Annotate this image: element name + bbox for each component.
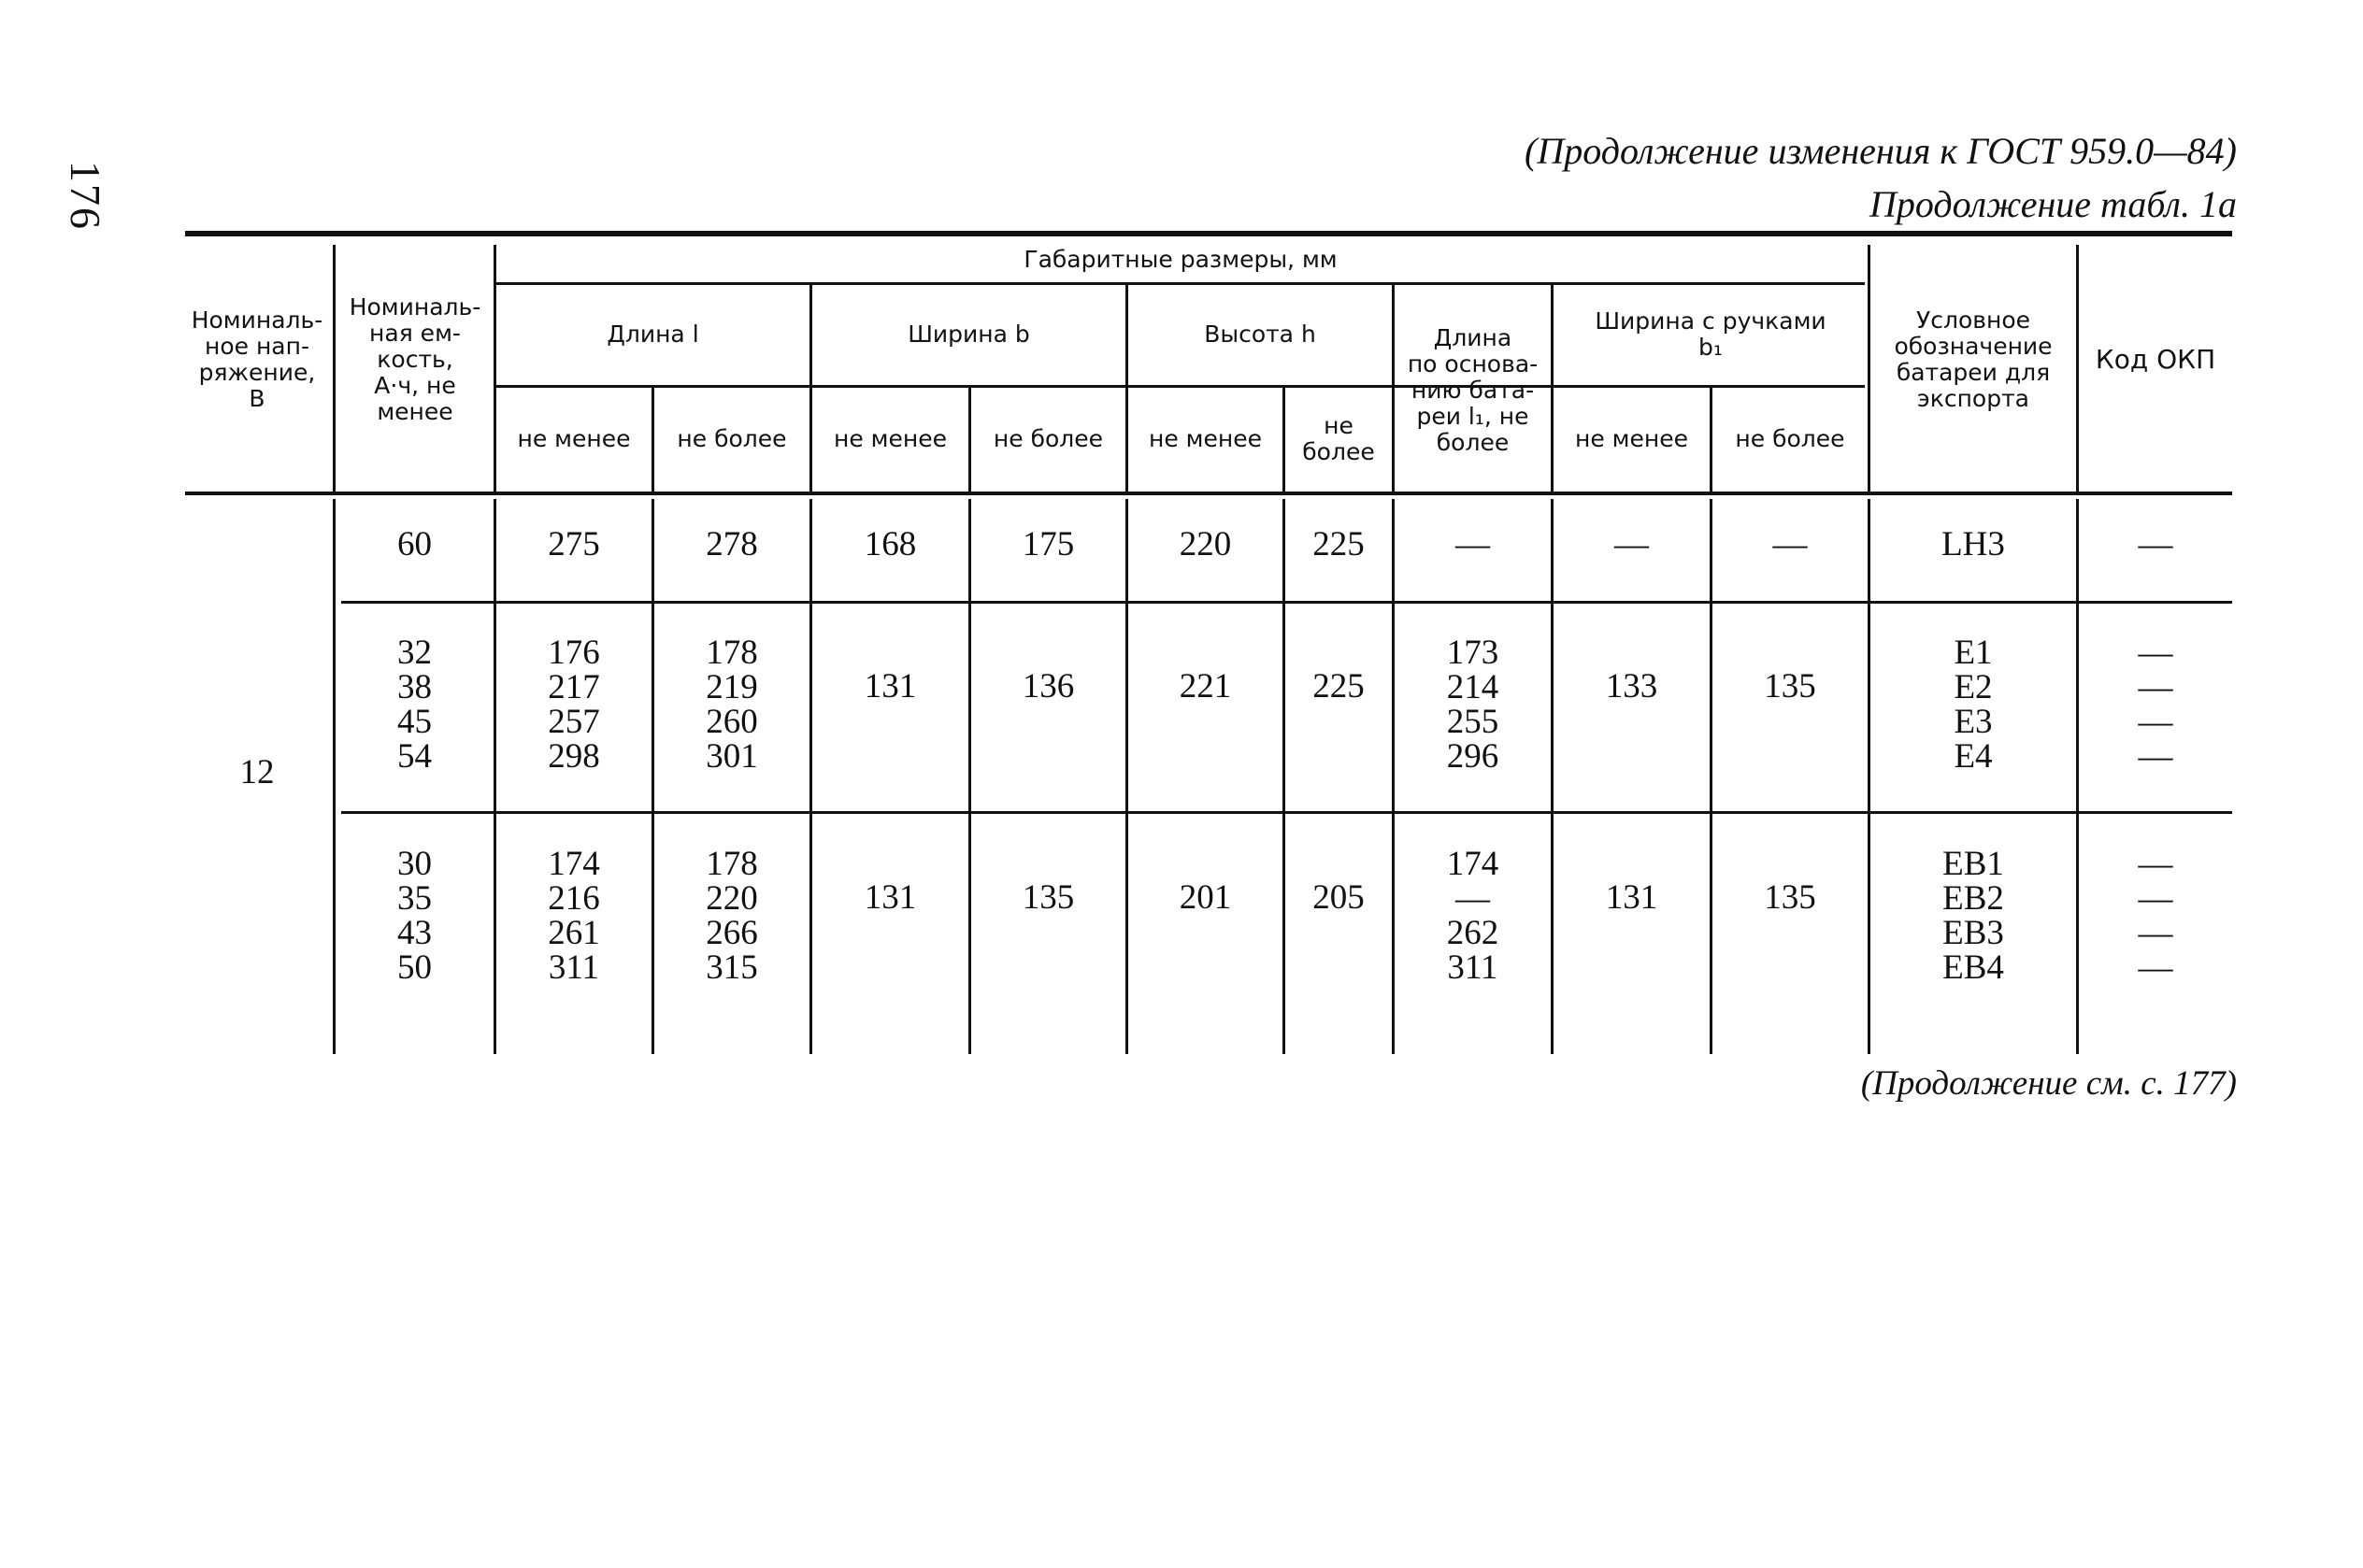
header-dimensions: Габаритные размеры, мм [1024, 245, 1338, 273]
cell-okp: — — — — [2138, 634, 2173, 776]
cell-voltage: 12 [239, 753, 275, 791]
dimensions-group-rule [495, 282, 1865, 285]
header-width-handles: Ширина с ручками b₁ [1595, 306, 1826, 361]
cell-designation: E1 E2 E3 E4 [1954, 634, 1993, 776]
cell-length-min: 176 217 257 298 [548, 634, 600, 776]
cell-width-max: 135 [1022, 878, 1075, 917]
body-col-divider [1710, 499, 1712, 1054]
subheader-length-min: не менее [517, 425, 631, 452]
cell-height-max: 225 [1312, 667, 1365, 706]
subheader-height-max: не более [1302, 412, 1375, 465]
cell-width-max: 175 [1022, 525, 1075, 563]
cell-base-length: 174 — 262 311 [1446, 845, 1499, 987]
cell-base-length: — [1455, 525, 1490, 563]
subheader-length-max: не более [677, 425, 787, 452]
cell-height-min: 201 [1179, 878, 1232, 917]
cell-handles-min: 133 [1605, 667, 1658, 706]
row-separator [341, 811, 2232, 814]
cell-width-min: 131 [864, 667, 917, 706]
subheader-handles-max: не более [1735, 425, 1845, 452]
cell-height-max: 205 [1312, 878, 1365, 917]
cell-designation: EB1 EB2 EB3 EB4 [1942, 845, 2004, 987]
cell-height-min: 220 [1179, 525, 1232, 563]
col-divider [333, 245, 336, 492]
header-designation: Условное обозначение батареи для экспорта [1894, 306, 2053, 412]
header-height: Высота h [1204, 320, 1316, 348]
cell-okp: — — — — [2138, 845, 2173, 987]
cell-handles-max: — [1772, 525, 1808, 563]
cell-capacity: 32 38 45 54 [397, 634, 432, 776]
header-width: Ширина b [908, 320, 1030, 348]
body-col-divider [1125, 499, 1128, 1054]
cell-capacity: 30 35 43 50 [397, 845, 432, 987]
cell-length-min: 275 [548, 525, 600, 563]
subheader-width-min: не менее [833, 425, 948, 452]
header-capacity: Номиналь- ная ем- кость, А·ч, не менее [349, 293, 481, 425]
cell-length-max: 178 220 266 315 [706, 845, 758, 987]
cell-length-max: 178 219 260 301 [706, 634, 758, 776]
footer-note: (Продолжение см. с. 177) [1860, 1064, 2237, 1103]
cell-handles-max: 135 [1764, 667, 1816, 706]
cell-handles-min: 131 [1605, 878, 1658, 917]
cell-base-length: 173 214 255 296 [1446, 634, 1499, 776]
cell-designation: LH3 [1941, 525, 2005, 563]
subheader-rule [495, 385, 1865, 388]
continuation-title: (Продолжение изменения к ГОСТ 959.0—84) [1525, 130, 2237, 172]
header-okp: Код ОКП [2095, 344, 2216, 376]
cell-handles-max: 135 [1764, 878, 1816, 917]
body-col-divider [1551, 499, 1554, 1054]
cell-okp: — [2138, 525, 2173, 563]
cell-length-min: 174 216 261 311 [548, 845, 600, 987]
body-col-divider [1282, 499, 1285, 1054]
header-base-length: Длина по основа- нию бата- реи l₁, не более [1407, 323, 1539, 456]
table-top-rule [185, 231, 2232, 236]
page-number: 176 [62, 161, 109, 231]
cell-width-max: 136 [1022, 667, 1075, 706]
cell-width-min: 168 [864, 525, 917, 563]
header-length: Длина l [607, 320, 699, 348]
table-caption: Продолжение табл. 1а [1869, 183, 2237, 225]
cell-handles-min: — [1614, 525, 1649, 563]
body-col-divider [809, 499, 812, 1054]
subheader-width-max: не более [993, 425, 1104, 452]
cell-height-min: 221 [1179, 667, 1232, 706]
body-col-divider [968, 499, 971, 1054]
subheader-handles-min: не менее [1574, 425, 1689, 452]
cell-capacity: 60 [397, 525, 432, 563]
subheader-height-min: не менее [1148, 425, 1263, 452]
cell-width-min: 131 [864, 878, 917, 917]
cell-height-max: 225 [1312, 525, 1365, 563]
cell-length-max: 278 [706, 525, 758, 563]
header-voltage: Номиналь- ное нап- ряжение, В [191, 306, 323, 412]
header-bottom-rule [185, 492, 2232, 495]
row-separator [341, 601, 2232, 604]
